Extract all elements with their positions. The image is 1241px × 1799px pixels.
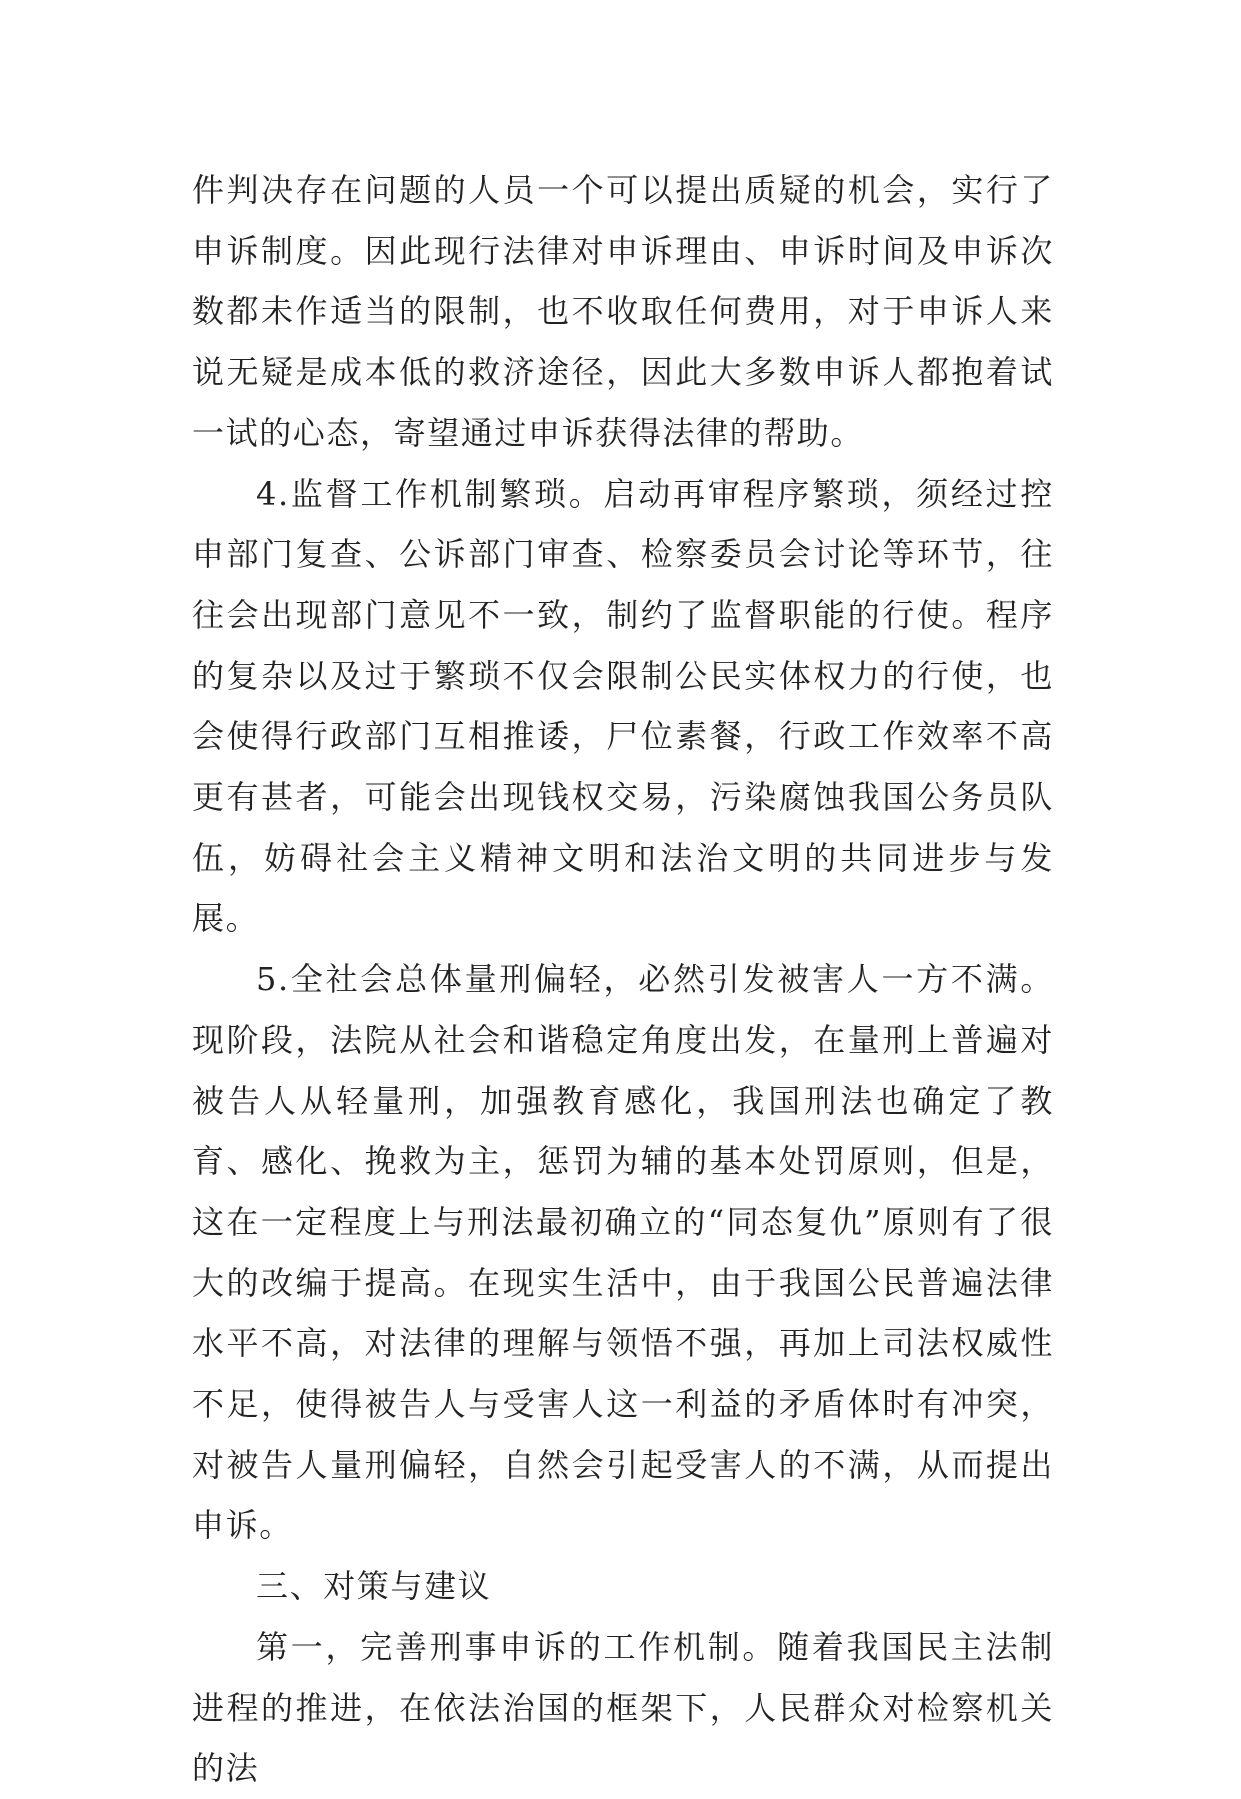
section-heading: 三、对策与建议 xyxy=(256,1567,492,1606)
paragraph-continuation: 件判决存在问题的人员一个可以提出质疑的机会，实行了申诉制度。因此现行法律对申诉理由、申诉时间及申诉次数都未作适当的限制，也不收取任何费用，对于申诉人来说无疑是成本低的救济途径，因此大多数申诉人都抱着试一试的心态，寄望通过申诉获得法律的帮助。 xyxy=(192,171,1054,452)
paragraph-item-4: 4.监督工作机制繁琐。启动再审程序繁琐，须经过控申部门复查、公诉部门审查、检察委员会讨论等环节，往往会出现部门意见不一致，制约了监督职能的行使。程序的复杂以及过于繁琐不仅会限制公民实体权力的行使，也会使得行政部门互相推诿，尸位素餐，行政工作效率不高更有甚者，可能会出现钱权交易，污染腐蚀我国公务员队伍，妨碍社会主义精神文明和法治文明的共同进步与发展。 xyxy=(192,474,1054,938)
document-page xyxy=(192,160,1054,1799)
paragraph-item-5: 5.全社会总体量刑偏轻，必然引发被害人一方不满。现阶段，法院从社会和谐稳定角度出发，在量刑上普遍对被告人从轻量刑，加强教育感化，我国刑法也确定了教育、感化、挽救为主，惩罚为辅的基本处罚原则，但是，这在一定程度上与刑法最初确立的“同态复仇”原则有了很大的改编于提高。在现实生活中，由于我国公民普遍法律水平不高，对法律的理解与领悟不强，再加上司法权威性不足，使得被告人与受害人这一利益的矛盾体时有冲突，对被告人量刑偏轻，自然会引起受害人的不满，从而提出申诉。 xyxy=(192,960,1054,1545)
paragraph-first-measure: 第一，完善刑事申诉的工作机制。随着我国民主法制进程的推进，在依法治国的框架下，人民群众对检察机关的法 xyxy=(192,1627,1054,1788)
